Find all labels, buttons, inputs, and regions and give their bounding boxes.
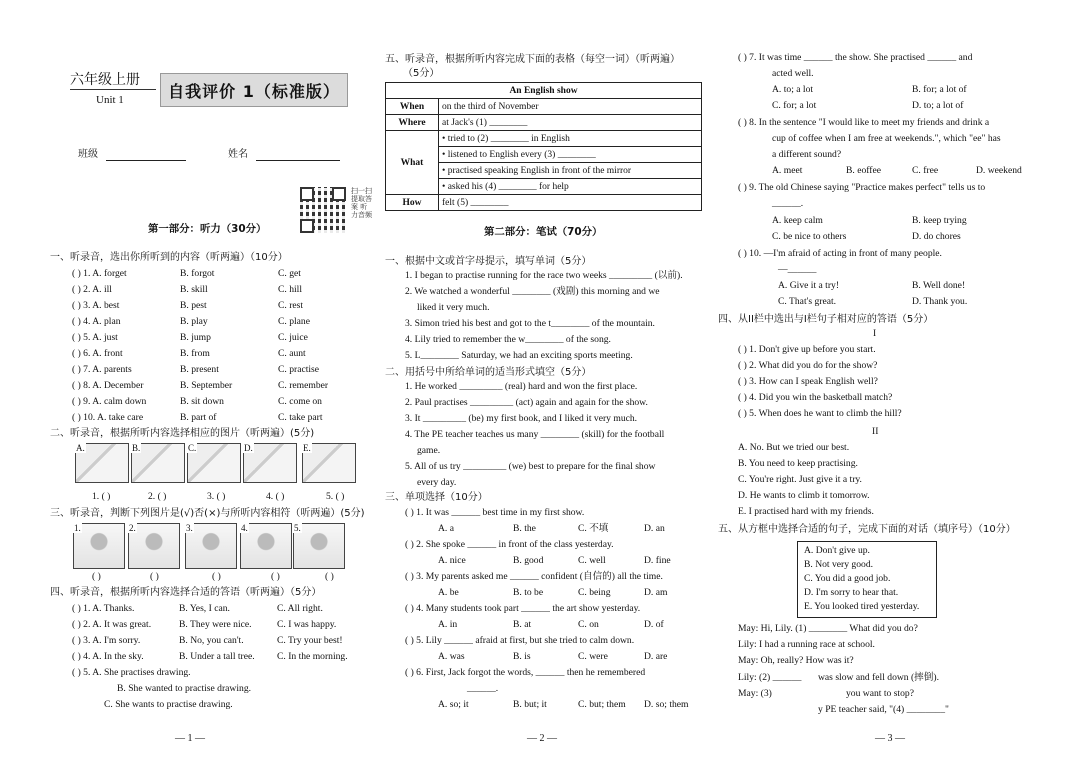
page-number-3: — 3 — xyxy=(875,733,905,744)
w2-line-7[interactable]: every day. xyxy=(417,477,457,488)
w3-q2-opt-c[interactable]: C. well xyxy=(578,555,606,566)
s2-answer-1[interactable]: 1. ( ) xyxy=(92,491,111,502)
dialog-line-1[interactable]: May: Hi, Lily. (1) ________ What did you do? xyxy=(738,623,918,634)
judge-picture-5 xyxy=(293,523,345,569)
picture-label: D. xyxy=(244,443,253,453)
w4-ii-a: A. No. But we tried our best. xyxy=(738,442,850,453)
w3-q1[interactable]: ( ) 1. It was ______ best time in my first show. xyxy=(405,507,585,518)
w3-q4[interactable]: ( ) 4. Many students took part ______ the art show yesterday. xyxy=(405,603,641,614)
part1-title: 第一部分：听力（30分） xyxy=(148,223,267,235)
s1-item-3-c: C. rest xyxy=(278,300,304,311)
s4-item-4-c: C. In the morning. xyxy=(277,651,348,662)
s1-item-9-c: C. come on xyxy=(278,396,322,407)
table-what-label: What xyxy=(386,131,439,195)
w2-line-6[interactable]: 5. All of us try _________ (we) best to prepare for the final show xyxy=(405,461,656,472)
s1-item-8-c: C. remember xyxy=(278,380,329,391)
table-what-value-3: • practised speaking English in front of the mirror xyxy=(439,163,702,179)
q10-opt-b[interactable]: B. Well done! xyxy=(912,280,966,291)
q7[interactable]: ( ) 7. It was time ______ the show. She practised ______ and xyxy=(738,52,973,63)
w3-q2-opt-d[interactable]: D. fine xyxy=(644,555,671,566)
q9-opt-b[interactable]: B. keep trying xyxy=(912,215,967,226)
dialog-line-3[interactable]: May: Oh, really? How was it? xyxy=(738,655,854,666)
s1-item-1-c: C. get xyxy=(278,268,301,279)
w3-q6-opt-a[interactable]: A. so; it xyxy=(438,699,469,710)
s1-title: 一、听录音，选出你所听到的内容（听两遍）（10分） xyxy=(50,252,288,263)
s1-item-4-c: C. plane xyxy=(278,316,310,327)
s4-item-4-a[interactable]: ( ) 4. A. In the sky. xyxy=(72,651,144,662)
w3-q5-opt-a[interactable]: A. was xyxy=(438,651,465,662)
w4-column-ii: II xyxy=(872,426,879,437)
picture-c xyxy=(187,443,241,483)
s1-item-6-a[interactable]: ( ) 6. A. front xyxy=(72,348,123,359)
w2-line-3[interactable]: 3. It _________ (be) my first book, and I liked it very much. xyxy=(405,413,638,424)
s4-item-3-b: B. No, you can't. xyxy=(179,635,244,646)
s1-item-6-b: B. from xyxy=(180,348,210,359)
picture-label: E. xyxy=(303,443,311,453)
q9-cont: ______. xyxy=(772,198,804,209)
w3-q4-opt-c[interactable]: C. on xyxy=(578,619,599,630)
s5-title: 五、听录音，根据所听内容完成下面的表格（每空一词）（听两遍） xyxy=(385,54,680,65)
table-when-label: When xyxy=(386,99,439,115)
picture-label: 5. xyxy=(294,523,301,533)
w4-i-5[interactable]: ( ) 5. When does he want to climb the hill? xyxy=(738,408,902,419)
picture-label: 2. xyxy=(129,523,136,533)
w3-q1-opt-c[interactable]: C. 不填 xyxy=(578,523,609,534)
q8-opt-d[interactable]: D. weekend xyxy=(976,165,1022,176)
dialog-line-5[interactable]: was slow and fell down (摔倒). xyxy=(818,672,939,683)
table-how-value[interactable]: felt (5) ________ xyxy=(439,195,702,211)
dialog-line-6[interactable]: May: (3) xyxy=(738,688,772,699)
s4-item-2-a[interactable]: ( ) 2. A. It was great. xyxy=(72,619,152,630)
picture-a xyxy=(75,443,129,483)
name-field[interactable] xyxy=(256,151,340,161)
s1-item-5-b: B. jump xyxy=(180,332,211,343)
q9-opt-a[interactable]: A. keep calm xyxy=(772,215,823,226)
w3-q3-opt-b[interactable]: B. to be xyxy=(513,587,544,598)
s4-q5: ( ) 5. A. She practises drawing. xyxy=(72,667,191,678)
table-when-value: on the third of November xyxy=(439,99,702,115)
judge-picture-4 xyxy=(240,523,292,569)
s1-item-9-a[interactable]: ( ) 9. A. calm down xyxy=(72,396,147,407)
s1-item-6-c: C. aunt xyxy=(278,348,306,359)
s4-item-1-b: B. Yes, I can. xyxy=(179,603,230,614)
w4-i-4[interactable]: ( ) 4. Did you win the basketball match? xyxy=(738,392,893,403)
s4-item-2-c: C. I was happy. xyxy=(277,619,337,630)
w4-title: 四、从II栏中选出与I栏句子相对应的答语（5分） xyxy=(718,314,934,325)
judge-picture-2 xyxy=(128,523,180,569)
name-label: 姓名 xyxy=(228,149,248,160)
w3-q3-opt-c[interactable]: C. being xyxy=(578,587,611,598)
s2-title: 二、听录音，根据所听内容选择相应的图片（听两遍）(5分) xyxy=(50,428,315,439)
q7-opt-a[interactable]: A. to; a lot xyxy=(772,84,814,95)
w1-line-1[interactable]: 1. I began to practise running for the race two weeks _________ (以前). xyxy=(405,270,683,281)
dialog-line-2[interactable]: Lily: I had a running race at school. xyxy=(738,639,875,650)
w3-q6-opt-c[interactable]: C. but; them xyxy=(578,699,626,710)
w4-i-2[interactable]: ( ) 2. What did you do for the show? xyxy=(738,360,878,371)
class-label: 班级 xyxy=(78,149,98,160)
w1-line-3[interactable]: liked it very much. xyxy=(417,302,490,313)
w4-ii-c: C. You're right. Just give it a try. xyxy=(738,474,862,485)
w1-line-6[interactable]: 5. L________ Saturday, we had an exciting sports meeting. xyxy=(405,350,633,361)
w1-line-5[interactable]: 4. Lily tried to remember the w________ of the song. xyxy=(405,334,611,345)
q8-cont-2: a different sound? xyxy=(772,149,842,160)
dialog-line-7[interactable]: you want to stop? xyxy=(846,688,914,699)
picture-e xyxy=(302,443,356,483)
s1-item-1-a[interactable]: ( ) 1. A. forget xyxy=(72,268,127,279)
q9-opt-d[interactable]: D. do chores xyxy=(912,231,961,242)
s4-q5-c: C. She wants to practise drawing. xyxy=(104,699,233,710)
s1-item-4-a[interactable]: ( ) 4. A. plan xyxy=(72,316,121,327)
w3-q4-opt-a[interactable]: A. in xyxy=(438,619,458,630)
w3-q5-opt-d[interactable]: D. are xyxy=(644,651,668,662)
page-title: 自我评价 1（标准版） xyxy=(160,73,348,107)
page-number-2: — 2 — xyxy=(527,733,557,744)
w3-q6-cont: ______. xyxy=(467,683,499,694)
table-what-value-2[interactable]: • listened to English every (3) ________ xyxy=(439,147,702,163)
q9-opt-c[interactable]: C. be nice to others xyxy=(772,231,847,242)
s1-item-2-a[interactable]: ( ) 2. A. ill xyxy=(72,284,112,295)
s5-score: （5分） xyxy=(403,68,440,79)
w2-title: 二、用括号中所给单词的适当形式填空（5分） xyxy=(385,367,592,378)
picture-label: C. xyxy=(188,443,197,453)
w4-column-i: I xyxy=(873,328,877,339)
w1-title: 一、根据中文或首字母提示，填写单词（5分） xyxy=(385,256,592,267)
option-b: B. Not very good. xyxy=(804,559,874,570)
q10-opt-a[interactable]: A. Give it a try! xyxy=(778,280,840,291)
table-caption: An English show xyxy=(386,83,702,99)
q8-opt-c[interactable]: C. free xyxy=(912,165,939,176)
w3-q3-opt-d[interactable]: D. am xyxy=(644,587,668,598)
q8-cont: cup of coffee when I am free at weekends.", which "ee" has xyxy=(772,133,1001,144)
s1-item-9-b: B. sit down xyxy=(180,396,224,407)
q10[interactable]: ( ) 10. —I'm afraid of acting in front of many people. xyxy=(738,248,942,259)
picture-label: 4. xyxy=(241,523,248,533)
judge-picture-3 xyxy=(185,523,237,569)
english-show-table xyxy=(385,82,702,211)
table-where-value[interactable]: at Jack's (1) ________ xyxy=(439,115,702,131)
w3-q2[interactable]: ( ) 2. She spoke ______ in front of the class yesterday. xyxy=(405,539,614,550)
grade-underline xyxy=(70,89,156,90)
s2-answer-2[interactable]: 2. ( ) xyxy=(148,491,167,502)
dialog-line-4[interactable]: Lily: (2) ______ xyxy=(738,672,802,683)
w4-ii-e: E. I practised hard with my friends. xyxy=(738,506,874,517)
option-a: A. Don't give up. xyxy=(804,545,870,556)
s4-item-3-a[interactable]: ( ) 3. A. I'm sorry. xyxy=(72,635,141,646)
dialog-line-8[interactable]: y PE teacher said, "(4) ________" xyxy=(818,704,949,715)
q8[interactable]: ( ) 8. In the sentence "I would like to meet my friends and drink a xyxy=(738,117,990,128)
w2-line-2[interactable]: 2. Paul practises _________ (act) again and again for the show. xyxy=(405,397,648,408)
s4-item-3-c: C. Try your best! xyxy=(277,635,343,646)
w3-q4-opt-d[interactable]: D. of xyxy=(644,619,664,630)
w2-line-5[interactable]: game. xyxy=(417,445,441,456)
s1-item-10-c: C. take part xyxy=(278,412,323,423)
qr-code-icon[interactable] xyxy=(300,187,346,233)
picture-label: B. xyxy=(132,443,141,453)
s2-answer-4[interactable]: 4. ( ) xyxy=(266,491,285,502)
q7-opt-d[interactable]: D. to; a lot of xyxy=(912,100,964,111)
s3-answer-3[interactable]: ( ) xyxy=(212,571,221,582)
table-where-label: Where xyxy=(386,115,439,131)
w2-line-1[interactable]: 1. He worked _________ (real) hard and won the first place. xyxy=(405,381,638,392)
table-what-value-4[interactable]: • asked his (4) ________ for help xyxy=(439,179,702,195)
s4-item-1-a[interactable]: ( ) 1. A. Thanks. xyxy=(72,603,135,614)
picture-b xyxy=(131,443,185,483)
s3-answer-5[interactable]: ( ) xyxy=(325,571,334,582)
q8-opt-a[interactable]: A. meet xyxy=(772,165,803,176)
s1-item-7-a[interactable]: ( ) 7. A. parents xyxy=(72,364,132,375)
w3-q1-opt-d[interactable]: D. an xyxy=(644,523,665,534)
s1-item-7-b: B. present xyxy=(180,364,219,375)
table-what-value-1[interactable]: • tried to (2) ________ in English xyxy=(439,131,702,147)
s1-item-1-b: B. forgot xyxy=(180,268,215,279)
s1-item-8-b: B. September xyxy=(180,380,233,391)
q8-opt-b[interactable]: B. eoffee xyxy=(846,165,881,176)
unit-label: Unit 1 xyxy=(96,94,124,106)
w3-q2-opt-a[interactable]: A. nice xyxy=(438,555,466,566)
q9[interactable]: ( ) 9. The old Chinese saying "Practice makes perfect" tells us to xyxy=(738,182,986,193)
options-box xyxy=(797,541,937,618)
option-d: D. I'm sorry to hear that. xyxy=(804,587,899,598)
w3-q3-opt-a[interactable]: A. be xyxy=(438,587,459,598)
s4-item-1-c: C. All right. xyxy=(277,603,323,614)
s1-item-7-c: C. practise xyxy=(278,364,320,375)
s4-q5-b: B. She wanted to practise drawing. xyxy=(117,683,252,694)
w4-ii-b: B. You need to keep practising. xyxy=(738,458,858,469)
s4-title: 四、听录音，根据所听内容选择合适的答语（听两遍）（5分） xyxy=(50,587,322,598)
w3-q6-opt-b[interactable]: B. but; it xyxy=(513,699,547,710)
s3-answer-4[interactable]: ( ) xyxy=(271,571,280,582)
q10-cont: —______ xyxy=(778,264,817,275)
s3-answer-1[interactable]: ( ) xyxy=(92,571,101,582)
w2-line-4[interactable]: 4. The PE teacher teaches us many ________ (skill) for the football xyxy=(405,429,665,440)
s1-item-2-c: C. hill xyxy=(278,284,302,295)
picture-label: A. xyxy=(76,443,85,453)
w3-q2-opt-b[interactable]: B. good xyxy=(513,555,544,566)
s1-item-8-a[interactable]: ( ) 8. A. December xyxy=(72,380,144,391)
option-e: E. You looked tired yesterday. xyxy=(804,601,920,612)
table-how-label: How xyxy=(386,195,439,211)
s1-item-10-b: B. part of xyxy=(180,412,217,423)
picture-d xyxy=(243,443,297,483)
page-number-1: — 1 — xyxy=(175,733,205,744)
option-c: C. You did a good job. xyxy=(804,573,891,584)
part2-title: 第二部分：笔试（70分） xyxy=(484,226,603,238)
q10-opt-d[interactable]: D. Thank you. xyxy=(912,296,968,307)
picture-label: 3. xyxy=(186,523,193,533)
w5-title: 五、从方框中选择合适的句子，完成下面的对话（填序号）（10分） xyxy=(718,524,1016,535)
w1-line-2[interactable]: 2. We watched a wonderful ________ (戏剧) this morning and we xyxy=(405,286,660,297)
class-field[interactable] xyxy=(106,151,186,161)
qr-tip: 扫一扫 提取答案 听力音频 xyxy=(351,187,372,219)
w3-q6[interactable]: ( ) 6. First, Jack forgot the words, ______ then he remembered xyxy=(405,667,646,678)
w3-q6-opt-d[interactable]: D. so; them xyxy=(644,699,689,710)
w3-q1-opt-b[interactable]: B. the xyxy=(513,523,536,534)
q10-opt-c[interactable]: C. That's great. xyxy=(778,296,837,307)
s3-answer-2[interactable]: ( ) xyxy=(150,571,159,582)
w3-q1-opt-a[interactable]: A. a xyxy=(438,523,454,534)
s1-item-10-a[interactable]: ( ) 10. A. take care xyxy=(72,412,144,423)
w3-q5-opt-b[interactable]: B. is xyxy=(513,651,531,662)
q7-cont: acted well. xyxy=(772,68,814,79)
s2-answer-5[interactable]: 5. ( ) xyxy=(326,491,345,502)
w4-i-3[interactable]: ( ) 3. How can I speak English well? xyxy=(738,376,878,387)
w3-title: 三、单项选择（10分） xyxy=(385,492,488,503)
s2-answer-3[interactable]: 3. ( ) xyxy=(207,491,226,502)
w3-q4-opt-b[interactable]: B. at xyxy=(513,619,532,630)
w3-q5-opt-c[interactable]: C. were xyxy=(578,651,608,662)
s4-item-4-b: B. Under a tall tree. xyxy=(179,651,255,662)
w4-ii-d: D. He wants to climb it tomorrow. xyxy=(738,490,870,501)
s1-item-3-a[interactable]: ( ) 3. A. best xyxy=(72,300,120,311)
s1-item-2-b: B. skill xyxy=(180,284,208,295)
w3-q3[interactable]: ( ) 3. My parents asked me ______ confident (自信的) all the time. xyxy=(405,571,663,582)
q7-opt-c[interactable]: C. for; a lot xyxy=(772,100,817,111)
s4-item-2-b: B. They were nice. xyxy=(179,619,252,630)
picture-label: 1. xyxy=(74,523,81,533)
grade-label: 六年级上册 xyxy=(70,72,140,88)
s3-title: 三、听录音，判断下列图片是(√)否(×)与所听内容相符（听两遍）(5分) xyxy=(50,508,365,519)
s1-item-4-b: B. play xyxy=(180,316,208,327)
judge-picture-1 xyxy=(73,523,125,569)
s1-item-3-b: B. pest xyxy=(180,300,207,311)
w4-i-1[interactable]: ( ) 1. Don't give up before you start. xyxy=(738,344,876,355)
q7-opt-b[interactable]: B. for; a lot of xyxy=(912,84,967,95)
w1-line-4[interactable]: 3. Simon tried his best and got to the t________ of the mountain. xyxy=(405,318,655,329)
s1-item-5-c: C. juice xyxy=(278,332,308,343)
w3-q5[interactable]: ( ) 5. Lily ______ afraid at first, but she tried to calm down. xyxy=(405,635,635,646)
s1-item-5-a[interactable]: ( ) 5. A. just xyxy=(72,332,118,343)
